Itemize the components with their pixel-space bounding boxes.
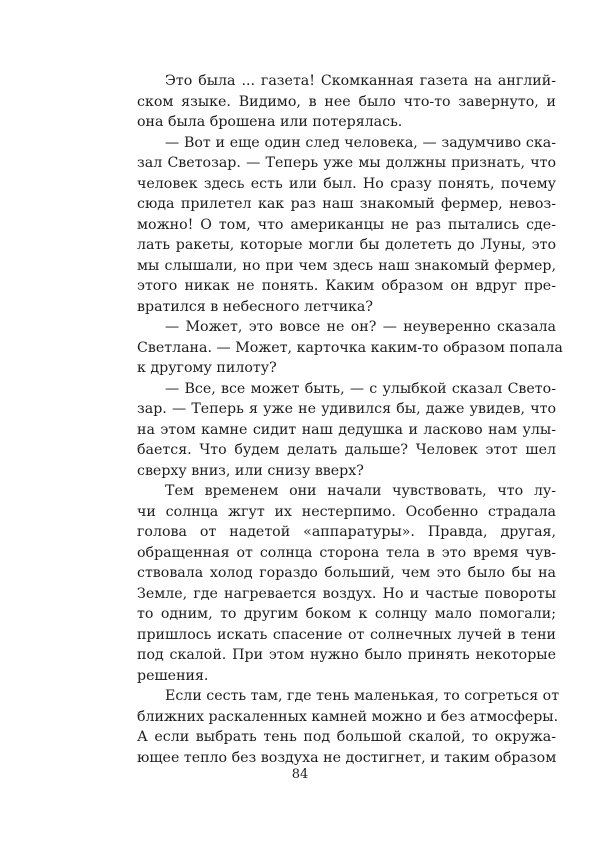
- text-line: вратился в небесного летчика?: [137, 298, 373, 315]
- text-line: А если выбрать тень под большой скалой, то окружа-: [137, 729, 556, 745]
- text-line: голова от надетой «аппаратуры». Правда, другая,: [137, 524, 556, 540]
- text-line: Тем временем они начали чувствовать, что лу-: [165, 483, 556, 499]
- text-line: к другому пилоту?: [137, 360, 277, 376]
- text-line: ствовала холод гораздо больший, чем это было бы на: [137, 565, 556, 581]
- text-line: ском языке. Видимо, в нее было что-то завернуто, и: [137, 93, 556, 110]
- text-line: человек здесь есть или был. Но сразу понять, почему: [137, 175, 556, 192]
- text-line: ближних раскаленных камней можно и без атмосферы.: [137, 708, 559, 725]
- text-line: сюда прилетел как раз наш знакомый фермер, невоз-: [137, 196, 556, 212]
- text-line: — Вот и еще один след человека, — задумчиво ска-: [165, 134, 556, 151]
- text-line: Земле, где нагревается воздух. Но и частые повороты: [137, 585, 556, 602]
- text-line: ющее тепло без воздуха не достигнет, и таким образом: [137, 749, 557, 766]
- text-line: зар. — Теперь я уже не удивился бы, даже увидев, что: [137, 401, 556, 417]
- text-line: решения.: [137, 667, 209, 684]
- text-line: — Может, это вовсе не он? — неуверенно сказала: [165, 319, 556, 335]
- text-line: этого никак не понять. Каким образом он вдруг пре-: [137, 278, 556, 294]
- text-line: под скалой. При этом нужно было принять некоторые: [137, 647, 556, 663]
- text-line: мы слышали, но при чем здесь наш знакомый фермер,: [137, 257, 556, 274]
- text-line: — Все, все может быть, — с улыбкой сказал Свето-: [165, 380, 556, 397]
- text-line: сверху вниз, или снизу вверх?: [137, 462, 364, 479]
- text-line: чи солнца жгут их нестерпимо. Особенно страдала: [137, 503, 556, 520]
- text-line: зал Светозар. — Теперь уже мы должны признать, что: [137, 155, 556, 171]
- text-line: она была брошена или потерялась.: [137, 114, 403, 130]
- text-line: бается. Что будем делать дальше? Человек этот шел: [137, 442, 556, 458]
- text-line: Если сесть там, где тень маленькая, то согреться от: [165, 688, 560, 704]
- text-line: то одним, то другим боком к солнцу мало помогали;: [137, 606, 556, 622]
- text-line: Светлана. — Может, карточка каким-то образом попала: [137, 339, 563, 356]
- text-line: на этом камне сидит наш дедушка и ласково нам улы-: [137, 421, 556, 438]
- text-line: пришлось искать спасение от солнечных лучей в тени: [137, 626, 556, 643]
- text-line: лать ракеты, которые могли бы долететь до Луны, это: [137, 237, 556, 253]
- text-line: обращенная от солнца сторона тела в это время чув-: [137, 544, 556, 561]
- text-line: можно! О том, что американцы не раз пытались сде-: [137, 216, 556, 233]
- page-number: 84: [291, 767, 309, 782]
- text-line: Это была ... газета! Скомканная газета на англий-: [165, 73, 556, 89]
- body-text: [137, 71, 563, 768]
